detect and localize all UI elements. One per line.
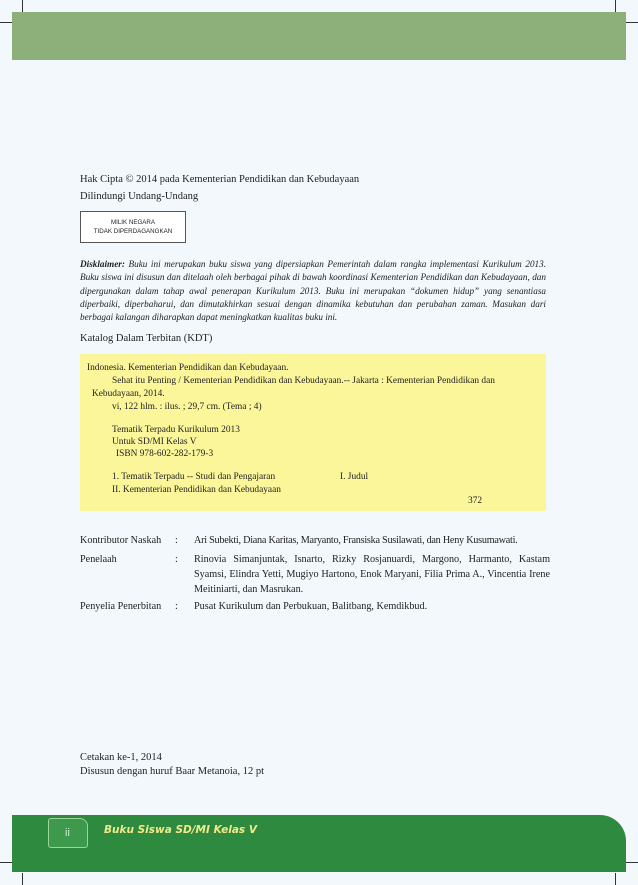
kdt-line: II. Kementerian Pendidikan dan Kebudayaan [112, 485, 281, 495]
crop-mark [615, 0, 616, 12]
kdt-line: Kebudayaan, 2014. [92, 389, 165, 399]
disclaimer-label: Disklaimer: [80, 259, 125, 269]
header-band [12, 12, 626, 60]
contributor-label: Penelaah [80, 554, 117, 565]
contributor-label: Kontributor Naskah [80, 535, 162, 546]
crop-mark [626, 22, 638, 23]
crop-mark [0, 22, 12, 23]
disclaimer [80, 258, 546, 324]
kdt-line: ISBN 978-602-282-179-3 [116, 449, 214, 459]
kdt-line: I. Judul [340, 472, 369, 482]
contributor-row [80, 553, 550, 599]
kdt-line: Untuk SD/MI Kelas V [112, 437, 197, 447]
contributor-row [80, 600, 550, 616]
kdt-line: vi, 122 hlm. : ilus. ; 29,7 cm. (Tema ; 4) [112, 402, 262, 412]
typeface-note: Disusun dengan huruf Baar Metanoia, 12 pt [80, 766, 265, 777]
colon: : [175, 601, 178, 612]
crop-mark [626, 862, 638, 863]
colon: : [175, 535, 178, 546]
kdt-line: Sehat itu Penting / Kementerian Pendidikan dan Kebudayaan.-- Jakarta : Kementerian Pendidikan dan [112, 376, 495, 386]
protection-line: Dilindungi Undang-Undang [80, 191, 199, 202]
kdt-line: Indonesia. Kementerian Pendidikan dan Kebudayaan. [87, 363, 289, 373]
kdt-line: Tematik Terpadu Kurikulum 2013 [112, 425, 240, 435]
contributor-label: Penyelia Penerbitan [80, 601, 162, 612]
kdt-line: 1. Tematik Terpadu -- Studi dan Pengajaran [112, 472, 276, 482]
stamp-line: MILIK NEGARA [110, 219, 155, 226]
disclaimer-text: Kebudayaan, dan dipergunakan dalam tahap awal penerapan Kurikulum 2013. Buku ini merupakan “dokumen hidup” [80, 272, 546, 296]
kdt-box [80, 354, 546, 511]
disclaimer-text: yang senantiasa diperbaiki, diperbaharui, dan dimutakhirkan sesuai dengan dinamika kebutuhan dan perubahan [80, 285, 546, 309]
disclaimer-text: Buku ini merupakan buku siswa yang dipersiapkan Pemerintah dalam rangka implementasi Kurikulum [128, 259, 522, 269]
stamp-line: TIDAK DIPERDAGANGKAN [93, 228, 173, 235]
kdt-classification: 372 [468, 496, 483, 506]
book-title: Buku Siswa SD/MI Kelas V [104, 824, 257, 836]
disclaimer-text: zaman. Masukan dari berbagai kalangan diharapkan dapat meningkatkan kualitas buku ini. [80, 298, 546, 323]
contributor-value: Ari Subekti, Diana Karitas, Maryanto, Fransiska Susilawati, dan Heny Kusumawati. [194, 535, 518, 546]
crop-mark [22, 0, 23, 12]
colon: : [175, 554, 178, 565]
contributor-value: Pusat Kurikulum dan Perbukuan, Balitbang, Kemdikbud. [194, 601, 428, 612]
contributor-row [80, 534, 550, 550]
disclaimer-text: 2013. Buku siswa ini disusun dan ditelaah oleh berbagai pihak di bawah koordinasi Kementerian Pendidikan dan [80, 259, 547, 283]
crop-mark [22, 873, 23, 885]
contributor-value: Rinovia Simanjuntak, Isnarto, Rizky Rosjanuardi, Margono, Harmanto, Kastam Syamsi, Elindra Yetti, Mugiyo Hartono, Enok Maryani, Filia Prima A., Vincentia Irene Meitiniarti, dan Masrukan. [194, 554, 550, 595]
print-edition: Cetakan ke-1, 2014 [80, 752, 162, 763]
not-for-sale-stamp [80, 211, 186, 243]
crop-mark [615, 873, 616, 885]
kdt-heading: Katalog Dalam Terbitan (KDT) [80, 333, 213, 344]
crop-mark [0, 862, 12, 863]
copyright-line: Hak Cipta © 2014 pada Kementerian Pendidikan dan Kebudayaan [80, 174, 360, 185]
page-number: ii [48, 818, 88, 848]
